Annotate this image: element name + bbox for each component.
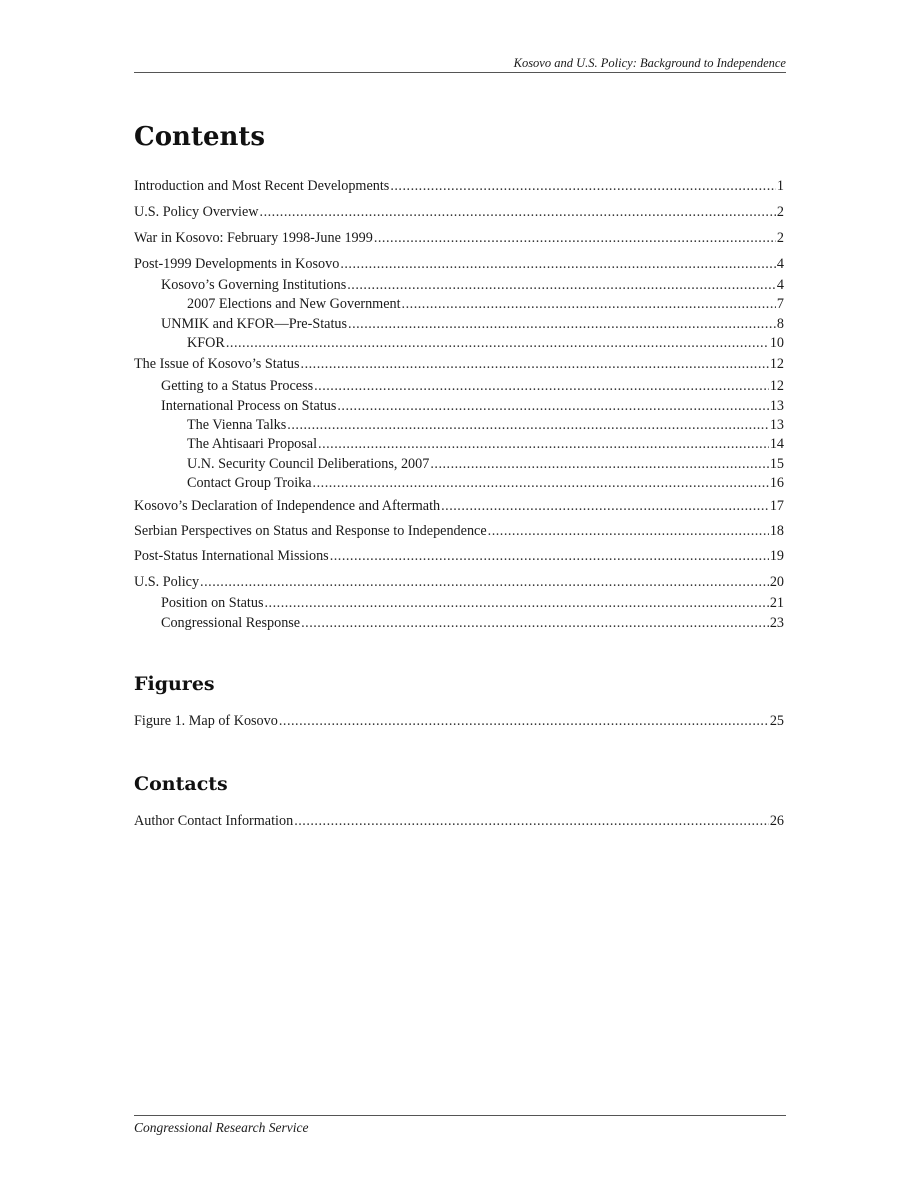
header-rule [134,72,786,73]
toc-entry[interactable] [161,376,784,396]
toc-entry[interactable] [134,176,784,196]
dot-leader [301,613,769,633]
toc-entry-text: The Vienna Talks [187,417,287,433]
toc-entry[interactable] [134,811,784,831]
toc-entry-page: 12 [769,378,784,394]
toc-entry-page: 13 [769,398,784,414]
toc-entry-text: Contact Group Troika [187,475,312,491]
toc-entry-text: Introduction and Most Recent Developments [134,178,390,194]
toc-entry-page: 14 [769,436,784,452]
toc-entry[interactable] [187,333,784,353]
toc-entry-page: 26 [769,813,784,829]
toc-entry[interactable] [161,314,784,334]
toc-entry[interactable] [134,572,784,592]
dot-leader [318,434,769,454]
toc-entry-page: 18 [769,523,784,539]
toc-entry-text: Post-Status International Missions [134,548,329,564]
dot-leader [441,496,769,516]
contents-title: Contents [134,122,266,152]
toc-entry-page: 12 [769,356,784,372]
toc-entry-text: Post-1999 Developments in Kosovo [134,256,340,272]
toc-entry-text: Serbian Perspectives on Status and Response to Independence [134,523,487,539]
toc-entry-page: 4 [776,256,784,272]
toc-entry-page: 23 [769,615,784,631]
toc-entry-page: 15 [769,456,784,472]
toc-entry[interactable] [134,202,784,222]
dot-leader [265,593,769,613]
toc-entry-page: 25 [769,713,784,729]
toc-entry[interactable] [187,294,784,314]
running-header: Kosovo and U.S. Policy: Background to Independence [513,56,786,70]
toc-entry[interactable] [187,415,784,435]
dot-leader [301,354,769,374]
dot-leader [430,454,768,474]
toc-entry-text: U.S. Policy Overview [134,204,259,220]
toc-entry[interactable] [161,396,784,416]
toc-entry[interactable] [134,496,784,516]
toc-entry[interactable] [161,275,784,295]
dot-leader [374,228,776,248]
dot-leader [294,811,769,831]
toc-entry-text: Figure 1. Map of Kosovo [134,713,278,729]
toc-entry-text: The Ahtisaari Proposal [187,436,318,452]
toc-entry-page: 1 [776,178,784,194]
toc-entry-page: 8 [776,316,784,332]
toc-entry-text: War in Kosovo: February 1998-June 1999 [134,230,373,246]
toc-entry-page: 21 [769,595,784,611]
dot-leader [390,176,776,196]
toc-entry[interactable] [161,613,784,633]
toc-entry-page: 19 [769,548,784,564]
dot-leader [347,275,776,295]
toc-entry[interactable] [187,434,784,454]
dot-leader [314,376,769,396]
toc-entry-page: 4 [776,277,784,293]
toc-entry[interactable] [134,228,784,248]
toc-entry-page: 2 [776,230,784,246]
toc-entry[interactable] [134,254,784,274]
toc-entry[interactable] [134,521,784,541]
toc-entry-page: 17 [769,498,784,514]
toc-entry-text: Author Contact Information [134,813,294,829]
contacts-heading: Contacts [134,773,228,795]
toc-entry-page: 13 [769,417,784,433]
dot-leader [488,521,769,541]
toc-entry-text: Kosovo’s Declaration of Independence and Aftermath [134,498,441,514]
toc-entry-page: 7 [776,296,784,312]
footer-rule [134,1115,786,1116]
toc-entry[interactable] [187,454,784,474]
toc-entry[interactable] [134,354,784,374]
toc-entry[interactable] [134,546,784,566]
toc-entry-text: U.S. Policy [134,574,200,590]
dot-leader [337,396,768,416]
toc-entry-page: 16 [769,475,784,491]
dot-leader [402,294,776,314]
dot-leader [260,202,776,222]
toc-entry-text: The Issue of Kosovo’s Status [134,356,300,372]
dot-leader [340,254,776,274]
toc-entry[interactable] [134,711,784,731]
toc-entry-text: 2007 Elections and New Government [187,296,401,312]
dot-leader [330,546,769,566]
dot-leader [226,333,769,353]
dot-leader [200,572,769,592]
toc-entry-text: Kosovo’s Governing Institutions [161,277,347,293]
toc-entry-text: International Process on Status [161,398,337,414]
toc-entry-text: UNMIK and KFOR—Pre-Status [161,316,348,332]
dot-leader [348,314,776,334]
dot-leader [279,711,769,731]
toc-entry-page: 20 [769,574,784,590]
figures-heading: Figures [134,673,215,695]
toc-entry-text: Congressional Response [161,615,301,631]
toc-entry-text: KFOR [187,335,225,351]
toc-entry[interactable] [187,473,784,493]
dot-leader [287,415,769,435]
dot-leader [313,473,769,493]
toc-entry-page: 10 [769,335,784,351]
toc-entry-text: Position on Status [161,595,264,611]
running-footer: Congressional Research Service [134,1120,309,1135]
toc-entry-text: Getting to a Status Process [161,378,314,394]
toc-entry[interactable] [161,593,784,613]
toc-entry-page: 2 [776,204,784,220]
toc-entry-text: U.N. Security Council Deliberations, 2007 [187,456,430,472]
